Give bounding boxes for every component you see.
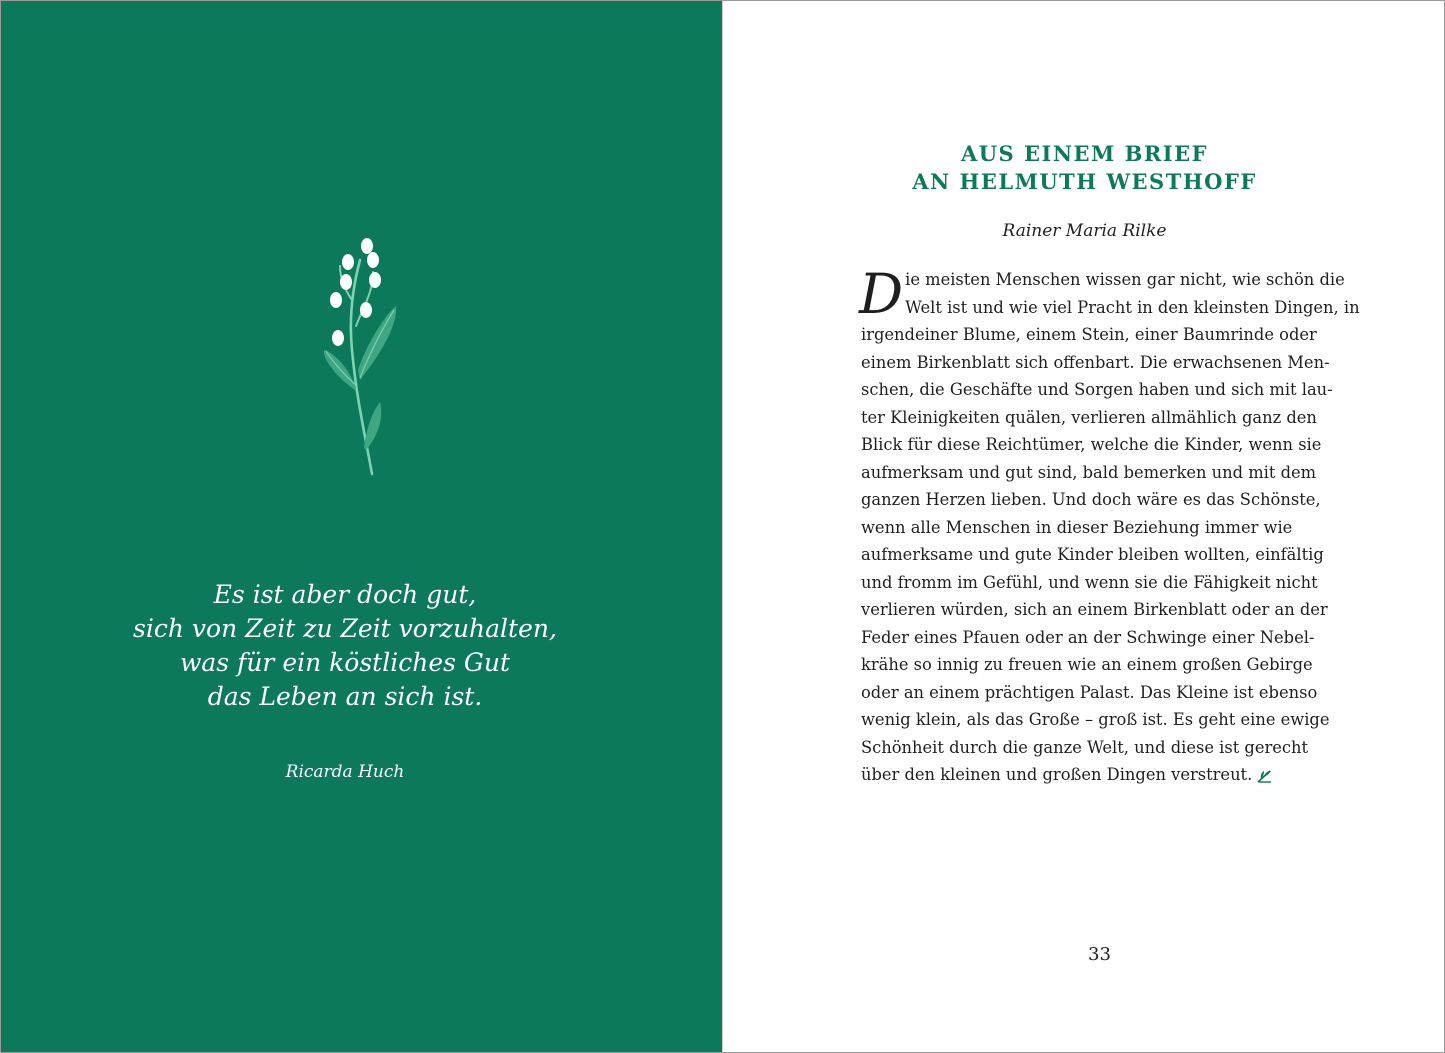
page-number: 33	[1088, 944, 1111, 965]
text-line: aufmerksam und gut sind, bald bemerken und mit dem	[861, 462, 1317, 482]
text-line: verlieren würden, sich an einem Birkenblatt oder an der	[861, 600, 1328, 619]
leaf-sprig-icon	[1256, 768, 1274, 784]
text-line: Feder eines Pfauen oder an der Schwinge einer Nebel-	[861, 627, 1315, 647]
text-line: wenn alle Menschen in dieser Beziehung immer wie	[861, 517, 1293, 537]
text-line: und fromm im Gefühl, und wenn sie die Fähigkeit nicht	[861, 572, 1318, 592]
text-line: Schönheit durch die ganze Welt, und diese ist gerecht	[861, 737, 1309, 757]
quote-line: sich von Zeit zu Zeit vorzuhalten,	[133, 614, 557, 643]
left-page	[0, 0, 722, 1053]
text-line-last	[861, 761, 1281, 789]
lily-of-the-valley-icon	[300, 230, 420, 480]
right-page	[722, 0, 1445, 1053]
text-line: oder an einem prächtigen Palast. Das Kleine ist ebenso	[861, 682, 1318, 702]
quote-author: Ricarda Huch	[285, 762, 405, 782]
quote	[60, 578, 630, 714]
text-line: über den kleinen und großen Dingen verstreut.	[861, 765, 1253, 784]
title-line: AUS EINEM BRIEF	[960, 141, 1209, 166]
text-line: ie meisten Menschen wissen gar nicht, wie schön die	[905, 270, 1345, 289]
author-name: Rainer Maria Rilke	[1002, 221, 1167, 241]
text-line: wenig klein, als das Große – groß ist. Es geht eine ewige	[861, 710, 1330, 729]
text-line: schen, die Geschäfte und Sorgen haben und sich mit lau-	[861, 380, 1333, 399]
text-line: Blick für diese Reichtümer, welche die Kinder, wenn sie	[861, 435, 1322, 454]
drop-cap: D	[859, 262, 904, 326]
quote-line: das Leben an sich ist.	[207, 682, 483, 711]
text-line: krähe so innig zu freuen wie an einem großen Gebirge	[861, 655, 1313, 674]
text-line: Welt ist und wie viel Pracht in den kleinsten Dingen, in	[905, 297, 1360, 317]
quote-line: Es ist aber doch gut,	[213, 580, 477, 609]
title-line: AN HELMUTH WESTHOFF	[912, 169, 1257, 194]
body-text	[859, 262, 1360, 789]
text-line: ganzen Herzen lieben. Und doch wäre es das Schönste,	[861, 490, 1321, 509]
text-line: irgendeiner Blume, einem Stein, einer Baumrinde oder	[861, 325, 1317, 344]
page-title	[723, 140, 1445, 196]
quote-line: was für ein köstliches Gut	[179, 648, 511, 677]
text-line: ter Kleinigkeiten quälen, verlieren allmählich ganz den	[861, 407, 1317, 427]
text-line: aufmerksame und gute Kinder bleiben wollten, einfältig	[861, 545, 1324, 564]
text-line: einem Birkenblatt sich offenbart. Die erwachsenen Men-	[861, 352, 1330, 372]
